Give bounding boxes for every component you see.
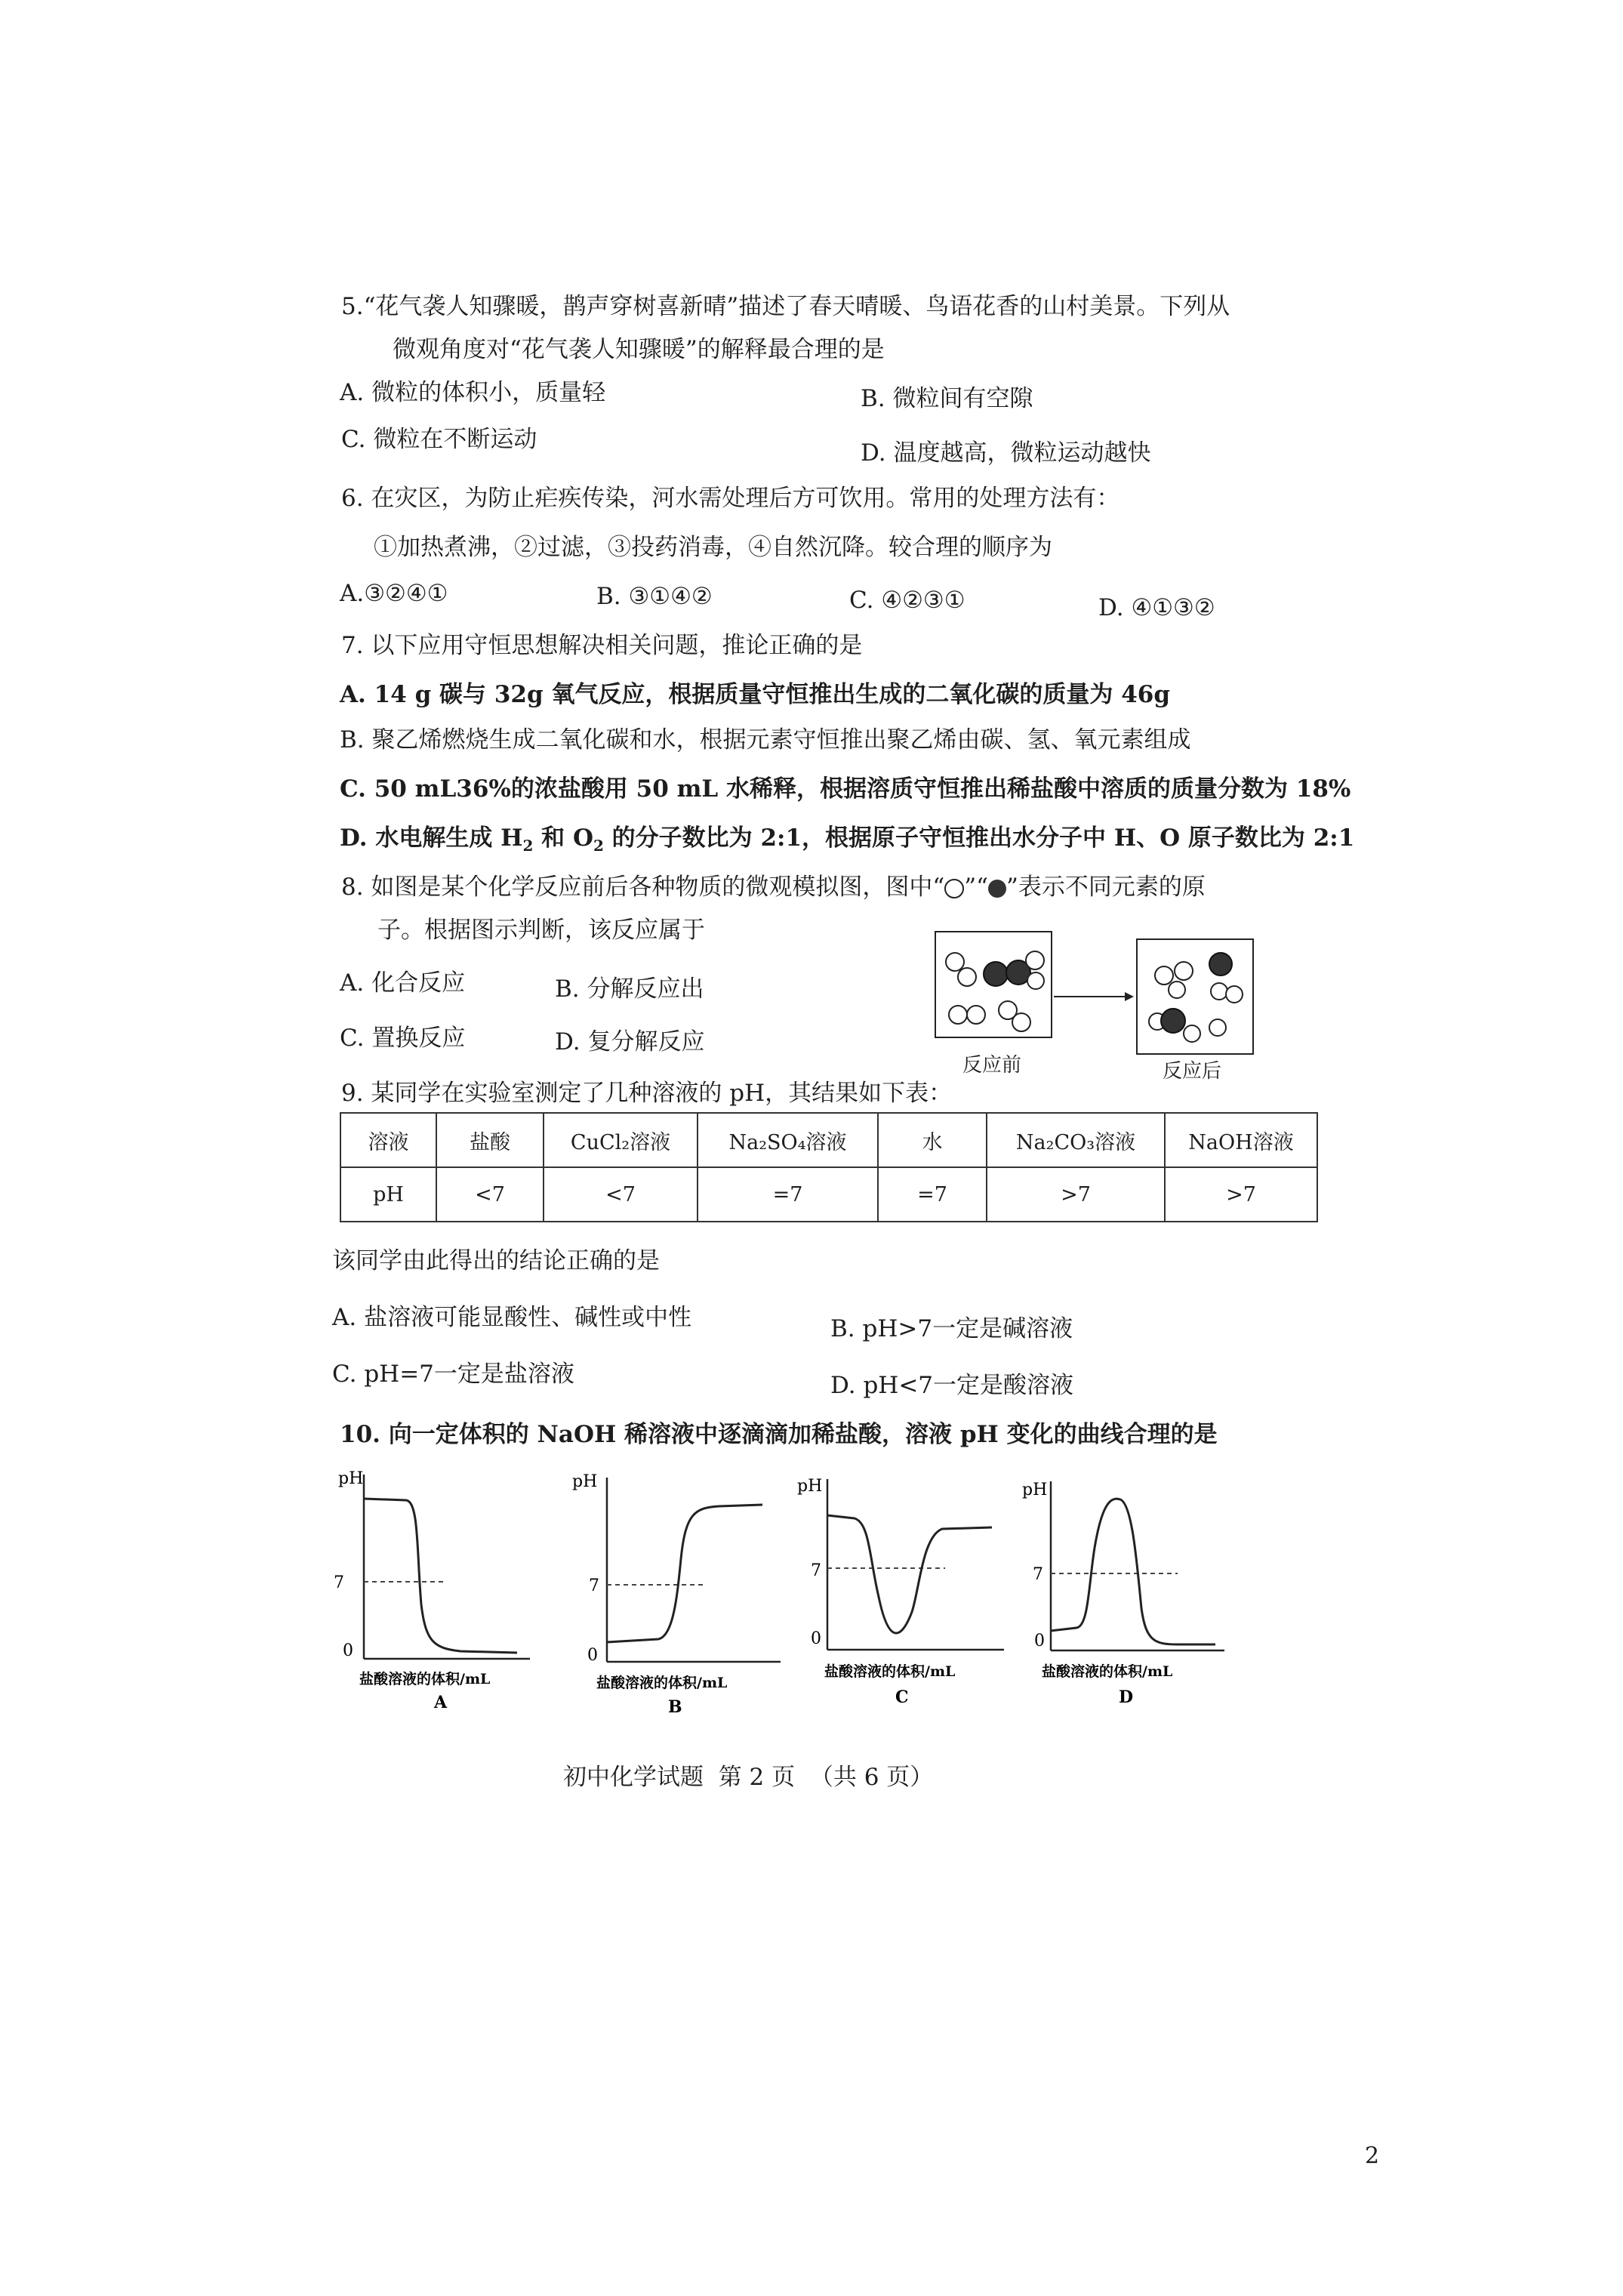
table-cell: Na₂SO₄溶液 <box>698 1113 878 1167</box>
q8-option-b: B. 分解反应出 <box>555 975 704 1003</box>
q8-option-d: D. 复分解反应 <box>555 1028 705 1056</box>
white-atom-icon <box>944 879 964 898</box>
q5-option-b: B. 微粒间有空隙 <box>861 385 1033 412</box>
chart-xlabel: 盐酸溶液的体积/mL <box>596 1675 728 1691</box>
white-atom <box>957 967 977 987</box>
chart-curve <box>364 1499 517 1653</box>
black-atom <box>1209 952 1233 976</box>
chart-letter: C <box>895 1687 909 1707</box>
table-cell: NaOH溶液 <box>1165 1113 1317 1167</box>
reaction-before-box <box>935 931 1052 1038</box>
q9-option-b: B. pH>7一定是碱溶液 <box>830 1315 1073 1342</box>
reaction-after-caption: 反应后 <box>1163 1060 1222 1083</box>
q5-option-c: C. 微粒在不断运动 <box>341 426 537 453</box>
q7-stem: 7. 以下应用守恒思想解决相关问题，推论正确的是 <box>341 632 863 659</box>
q7-option-b: B. 聚乙烯燃烧生成二氧化碳和水，根据元素守恒推出聚乙烯由碳、氢、氧元素组成 <box>340 726 1191 754</box>
chart-tick-7: 7 <box>589 1576 599 1595</box>
table-row <box>340 1167 1317 1222</box>
white-atom <box>1174 961 1193 981</box>
q6-stem-line1: 6. 在灾区，为防止疟疾传染，河水需处理后方可饮用。常用的处理方法有： <box>341 485 1120 512</box>
chart-ylabel: pH <box>572 1472 598 1491</box>
white-atom <box>1012 1012 1031 1032</box>
q7-d-part3: 的分子数比为 2:1，根据原子守恒推出水分子中 H、O 原子数比为 2:1 <box>603 824 1355 852</box>
q9-option-a: A. 盐溶液可能显酸性、碱性或中性 <box>332 1304 692 1331</box>
chart-ylabel: pH <box>797 1477 823 1496</box>
ph-curve-chart-a <box>332 1461 559 1718</box>
q8-option-a: A. 化合反应 <box>340 969 466 997</box>
q5-option-d: D. 温度越高，微粒运动越快 <box>861 439 1151 467</box>
chart-letter: A <box>434 1693 448 1712</box>
white-atom <box>948 1005 968 1025</box>
q5-stem-line2: 微观角度对“花气袭人知骤暖”的解释最合理的是 <box>393 336 885 363</box>
q6-stem-line2: ①加热煮沸，②过滤，③投药消毒，④自然沉降。较合理的顺序为 <box>374 534 1052 561</box>
black-atom <box>983 961 1009 987</box>
black-atom-icon <box>988 880 1006 898</box>
q8-stem-line2: 子。根据图示判断，该反应属于 <box>377 917 705 944</box>
q8-stem-part1: 8. 如图是某个化学反应前后各种物质的微观模拟图，图中“ <box>341 874 945 901</box>
q6-option-c: C. ④②③① <box>849 587 965 614</box>
reaction-arrow <box>1051 989 1135 1004</box>
chart-tick-0: 0 <box>343 1641 353 1660</box>
page-number: 2 <box>1365 2143 1380 2169</box>
q8-option-c: C. 置换反应 <box>340 1025 466 1052</box>
table-cell: >7 <box>987 1167 1165 1222</box>
chart-letter: B <box>668 1697 682 1717</box>
page-footer: 初中化学试题 第 2 页 （共 6 页） <box>563 1764 934 1791</box>
chart-ylabel: pH <box>1022 1481 1048 1499</box>
reaction-after-box <box>1136 938 1254 1055</box>
white-atom <box>966 1005 986 1025</box>
ph-results-table <box>340 1112 1318 1222</box>
ph-curve-chart-b <box>568 1461 794 1718</box>
q9-stem: 9. 某同学在实验室测定了几种溶液的 pH，其结果如下表： <box>341 1080 953 1107</box>
chart-letter: D <box>1119 1687 1134 1707</box>
q8-stem-part2: ”“ <box>964 874 988 901</box>
white-atom <box>1027 972 1045 990</box>
reaction-before-caption: 反应前 <box>962 1054 1022 1077</box>
chart-tick-7: 7 <box>1033 1565 1043 1584</box>
chart-curve <box>607 1505 762 1642</box>
table-cell: =7 <box>878 1167 987 1222</box>
white-atom <box>1209 1019 1227 1037</box>
q7-d-part2: 和 O <box>533 824 593 852</box>
q7-option-c: C. 50 mL36%的浓盐酸用 50 mL 水稀释，根据溶质守恒推出稀盐酸中溶质的质量分数为 18% <box>340 775 1351 803</box>
table-cell: Na₂CO₃溶液 <box>987 1113 1165 1167</box>
ph-curve-chart-d <box>1019 1472 1246 1729</box>
chart-xlabel: 盐酸溶液的体积/mL <box>1042 1663 1173 1680</box>
table-cell: pH <box>340 1167 436 1222</box>
ph-curve-chart-c <box>794 1469 1021 1725</box>
chart-curve <box>1051 1499 1215 1644</box>
white-atom <box>1225 985 1243 1003</box>
table-cell: 水 <box>878 1113 987 1167</box>
table-cell: =7 <box>698 1167 878 1222</box>
chart-ylabel: pH <box>338 1469 364 1488</box>
table-cell: 溶液 <box>340 1113 436 1167</box>
q8-stem-part3: ”表示不同元素的原 <box>1006 874 1206 901</box>
q7-d-part1: D. 水电解生成 H <box>340 824 523 852</box>
table-cell: <7 <box>544 1167 698 1222</box>
q5-stem-line1: 5.“花气袭人知骤暖，鹊声穿树喜新晴”描述了春天晴暖、鸟语花香的山村美景。下列从 <box>341 293 1230 320</box>
chart-tick-0: 0 <box>587 1646 598 1665</box>
table-cell: CuCl₂溶液 <box>544 1113 698 1167</box>
chart-xlabel: 盐酸溶液的体积/mL <box>359 1671 491 1687</box>
q6-option-d: D. ④①③② <box>1098 594 1215 621</box>
q8-stem-line1 <box>341 872 1206 902</box>
table-cell: 盐酸 <box>436 1113 544 1167</box>
q7-d-h2-subscript: 2 <box>522 837 534 855</box>
chart-curve <box>827 1515 992 1633</box>
q5-option-a: A. 微粒的体积小，质量轻 <box>340 379 606 406</box>
table-cell: >7 <box>1165 1167 1317 1222</box>
q9-option-c: C. pH=7一定是盐溶液 <box>332 1361 574 1388</box>
chart-tick-7: 7 <box>334 1573 344 1592</box>
q7-option-a: A. 14 g 碳与 32g 氧气反应，根据质量守恒推出生成的二氧化碳的质量为 46g <box>340 681 1171 708</box>
q7-option-d <box>340 823 1354 861</box>
chart-tick-7: 7 <box>811 1561 821 1580</box>
q10-stem: 10. 向一定体积的 NaOH 稀溶液中逐滴滴加稀盐酸，溶液 pH 变化的曲线合理的是 <box>340 1421 1218 1448</box>
black-atom <box>1160 1008 1186 1034</box>
chart-tick-0: 0 <box>1034 1632 1045 1650</box>
white-atom <box>1183 1025 1201 1043</box>
q7-d-o2-subscript: 2 <box>593 837 604 855</box>
table-row <box>340 1113 1317 1167</box>
table-cell: <7 <box>436 1167 544 1222</box>
chart-xlabel: 盐酸溶液的体积/mL <box>824 1663 956 1680</box>
white-atom <box>1168 981 1186 999</box>
q6-option-a: A.③②④① <box>340 580 448 607</box>
q9-option-d: D. pH<7一定是酸溶液 <box>830 1372 1074 1399</box>
q6-option-b: B. ③①④② <box>596 583 713 610</box>
white-atom <box>1025 951 1045 970</box>
chart-tick-0: 0 <box>811 1629 821 1648</box>
q9-conclusion: 该同学由此得出的结论正确的是 <box>332 1247 660 1274</box>
